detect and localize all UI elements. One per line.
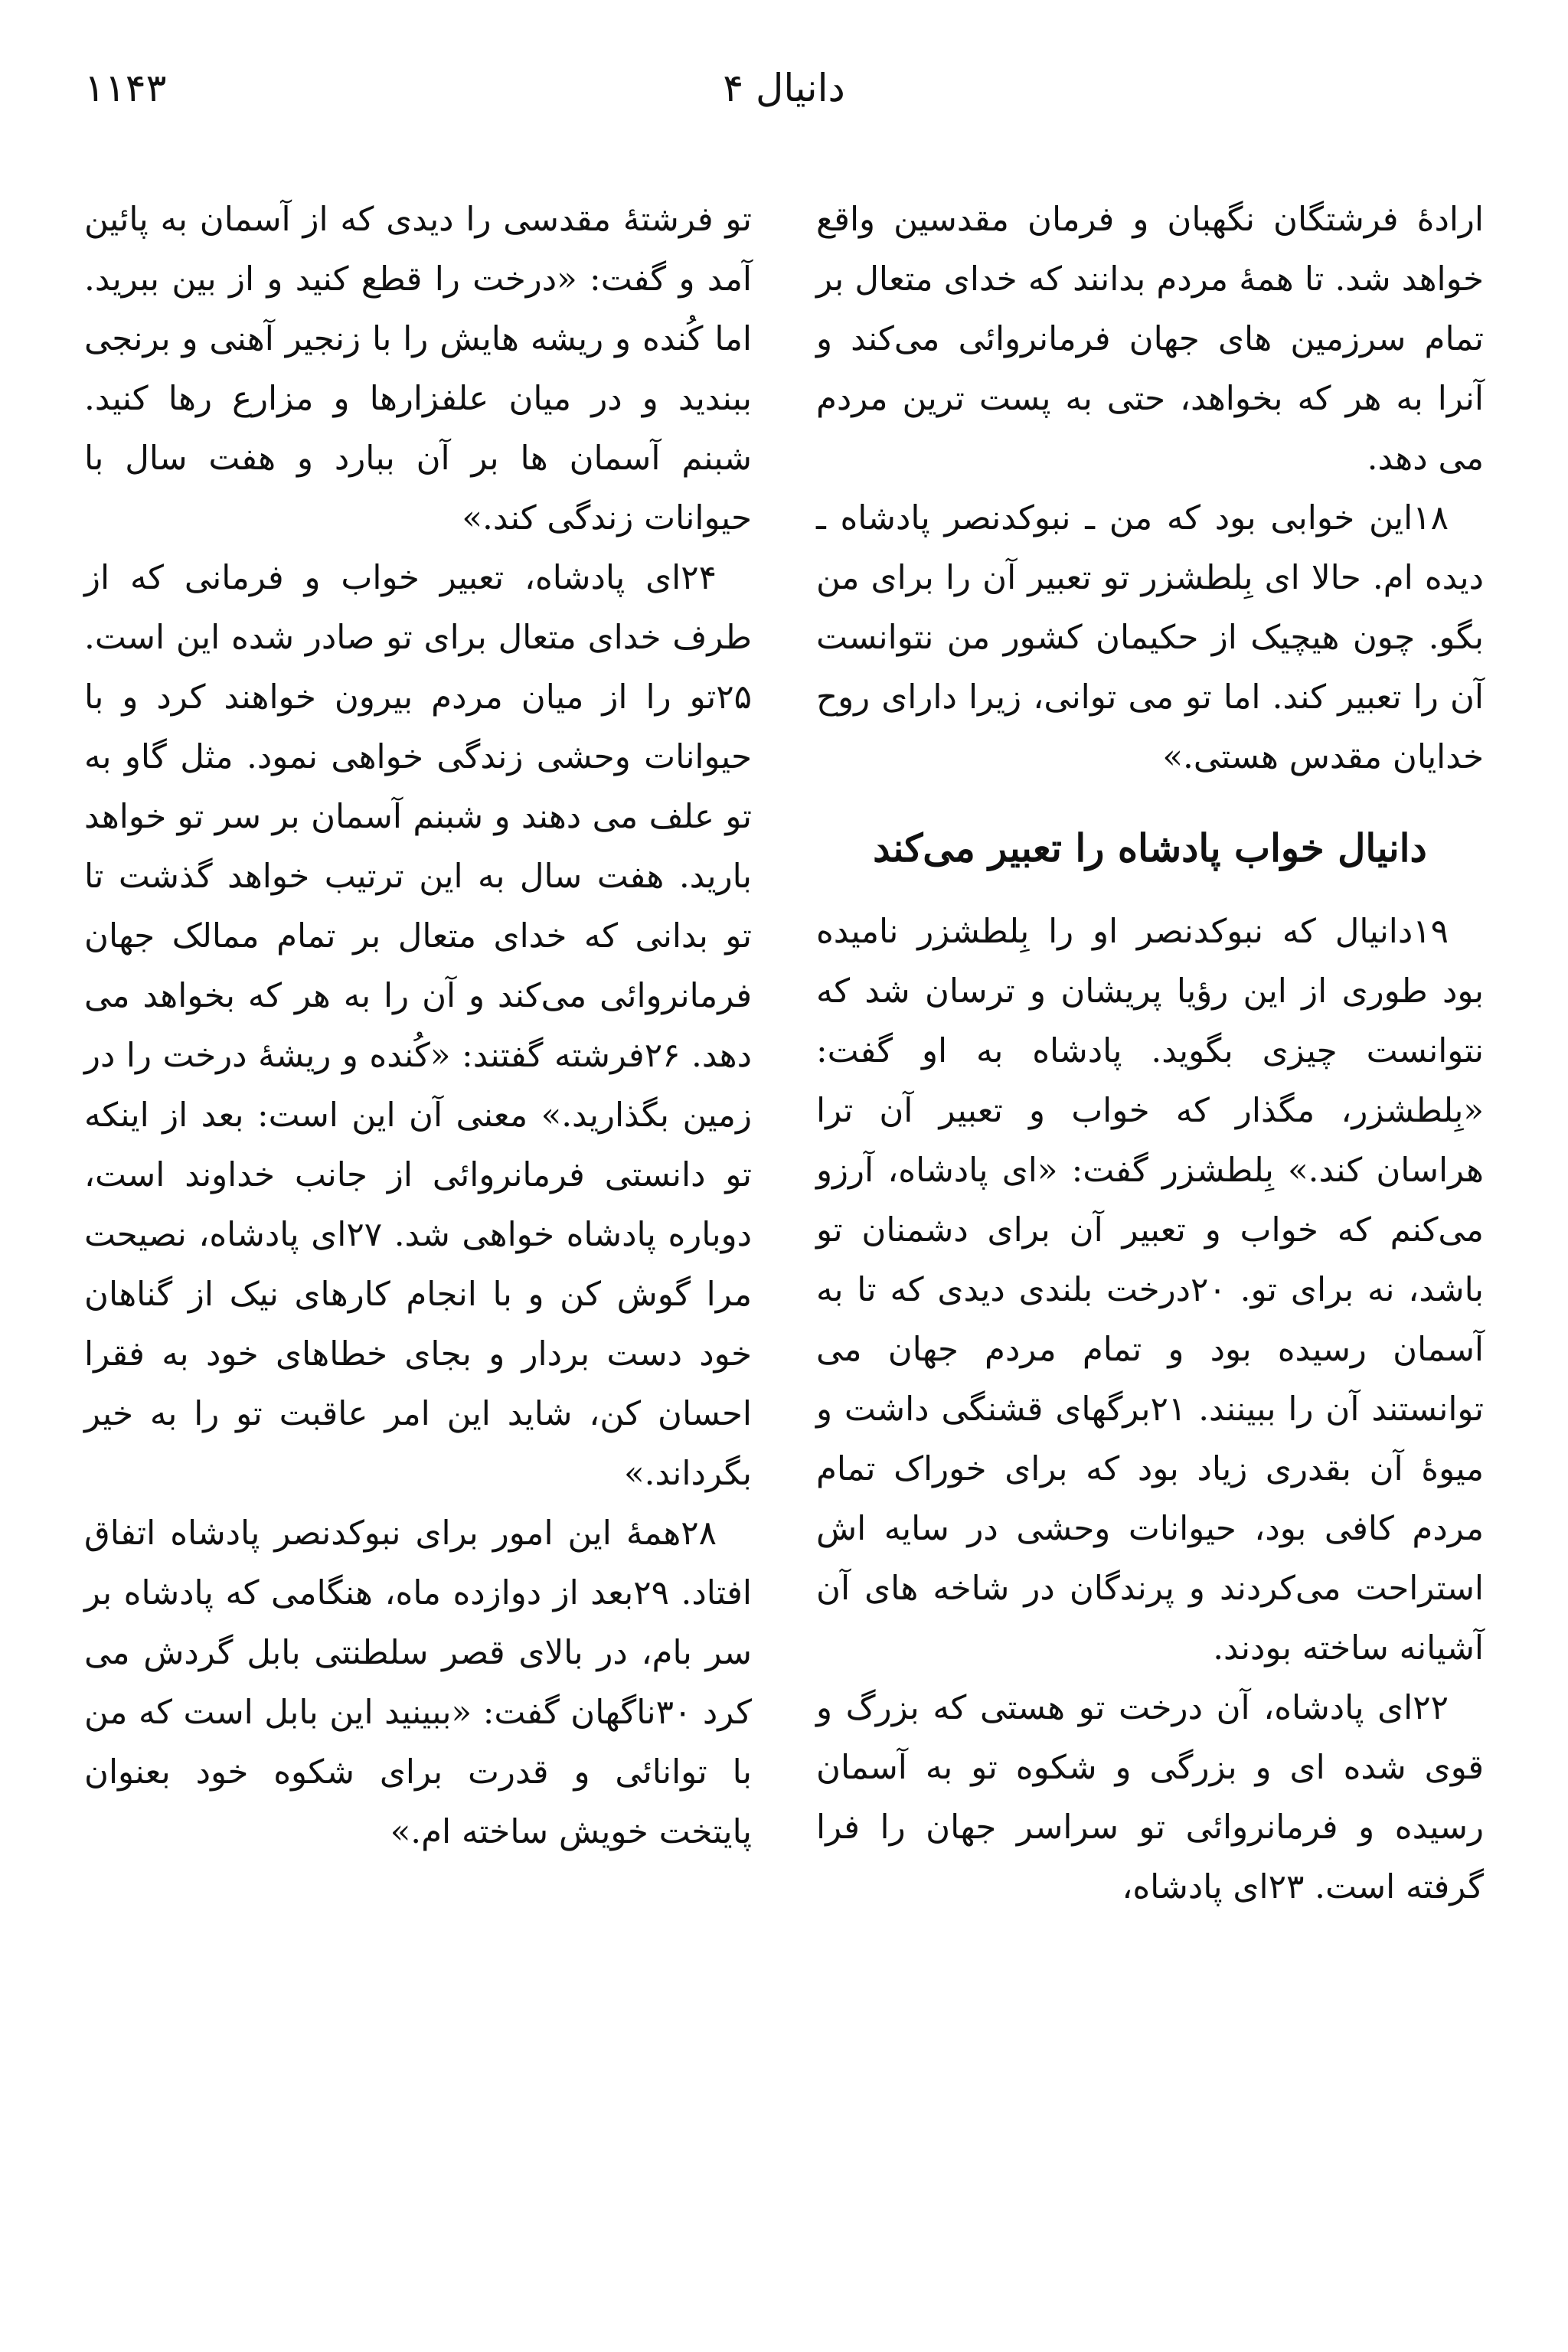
text-columns xyxy=(84,190,1484,2303)
section-heading: دانیال خواب پادشاه را تعبیر می‌کند xyxy=(873,825,1427,871)
page-number: ۱۱۴۳ xyxy=(84,66,167,110)
paragraph: ۲۸همۀ این امور برای نبوکدنصر پادشاه اتفاق افتاد. ۲۹بعد از دوازده ماه، هنگامی که پادشاه بر سر بام، در بالای قصر سلطنتی بابل گردش می کرد ۳۰ناگهان گفت: «ببینید این بابل است که من با توانائی و قدرت برای شکوه خود بعنوان پایتخت خویش ساخته ام.» xyxy=(84,1514,752,1851)
paragraph: ۲۴ای پادشاه، تعبیر خواب و فرمانی که از طرف خدای متعال برای تو صادر شده این است. ۲۵تو را از میان مردم بیرون خواهند کرد و با حیوانات وحشی زندگی خواهی نمود. مثل گاو به تو علف می دهند و شبنم آسمان بر سر تو خواهد بارید. هفت سال به این ترتیب خواهد گذشت تا تو بدانی که خدای متعال بر تمام ممالک جهان فرمانروائی می‌کند و آن را به هر که بخواهد می دهد. ۲۶فرشته گفتند: «کُنده و ریشۀ درخت را در زمین بگذارید.» معنی آن این است: بعد از اینکه تو دانستی فرمانروائی از جانب خداوند است، دوباره پادشاه خواهی شد. ۲۷ای پادشاه، نصیحت مرا گوش کن و با انجام کارهای نیک از گناهان خود دست بردار و بجای خطاهای خود به فقرا احسان کن، شاید این امر عاقبت تو را به خیر بگرداند.» xyxy=(84,559,753,1493)
right-column xyxy=(816,190,1484,2303)
paragraph: ۲۲ای پادشاه، آن درخت تو هستی که بزرگ و قوی شده ای و بزرگی و شکوه تو به آسمان رسیده و فرمانروائی تو سراسر جهان را فرا گرفته است. ۲۳ای پادشاه، xyxy=(816,1689,1484,1906)
running-title: دانیال ۴ xyxy=(723,66,845,110)
paragraph: ۱۸این خوابی بود که من ـ نبوکدنصر پادشاه ـ دیده ام. حالا ای بِلطشزر تو تعبیر آن را برای من بگو. چون هیچیک از حکیمان کشور من نتوانست آن را تعبیر کند. اما تو می توانی، زیرا دارای روح خدایان مقدس هستی.» xyxy=(816,499,1484,776)
paragraph: ارادۀ فرشتگان نگهبان و فرمان مقدسین واقع خواهد شد. تا همۀ مردم بدانند که خدای متعال بر تمام سرزمین های جهان فرمانروائی می‌کند و آنرا به هر که بخواهد، حتی به پست ترین مردم می دهد. xyxy=(816,201,1484,478)
paragraph: ۱۹دانیال که نبوکدنصر او را بِلطشزر نامیده بود طوری از این رؤیا پریشان و ترسان شد که نتوانست چیزی بگوید. پادشاه به او گفت: «بِلطشزر، مگذار که خواب و تعبیر آن ترا هراسان کند.» بِلطشزر گفت: «ای پادشاه، آرزو می‌کنم که خواب و تعبیر آن برای دشمنان تو باشد، نه برای تو. ۲۰درخت بلندی دیدی که تا به آسمان رسیده بود و تمام مردم جهان می توانستند آن را ببینند. ۲۱برگهای قشنگی داشت و میوۀ آن بقدری زیاد بود که برای خوراک تمام مردم کافی بود، حیوانات وحشی در سایه اش استراحت می‌کردند و پرندگان در شاخه های آن آشیانه ساخته بودند. xyxy=(816,913,1484,1668)
left-column xyxy=(84,190,752,2303)
paragraph: تو فرشتۀ مقدسی را دیدی که از آسمان به پائین آمد و گفت: «درخت را قطع کنید و از بین ببرید. اما کُنده و ریشه هایش را با زنجیر آهنی و برنجی ببندید و در میان علفزارها و مزارع رها کنید. شبنم آسمان ها بر آن ببارد و هفت سال با حیوانات زندگی کند.» xyxy=(84,201,752,537)
page-header xyxy=(84,60,1484,121)
